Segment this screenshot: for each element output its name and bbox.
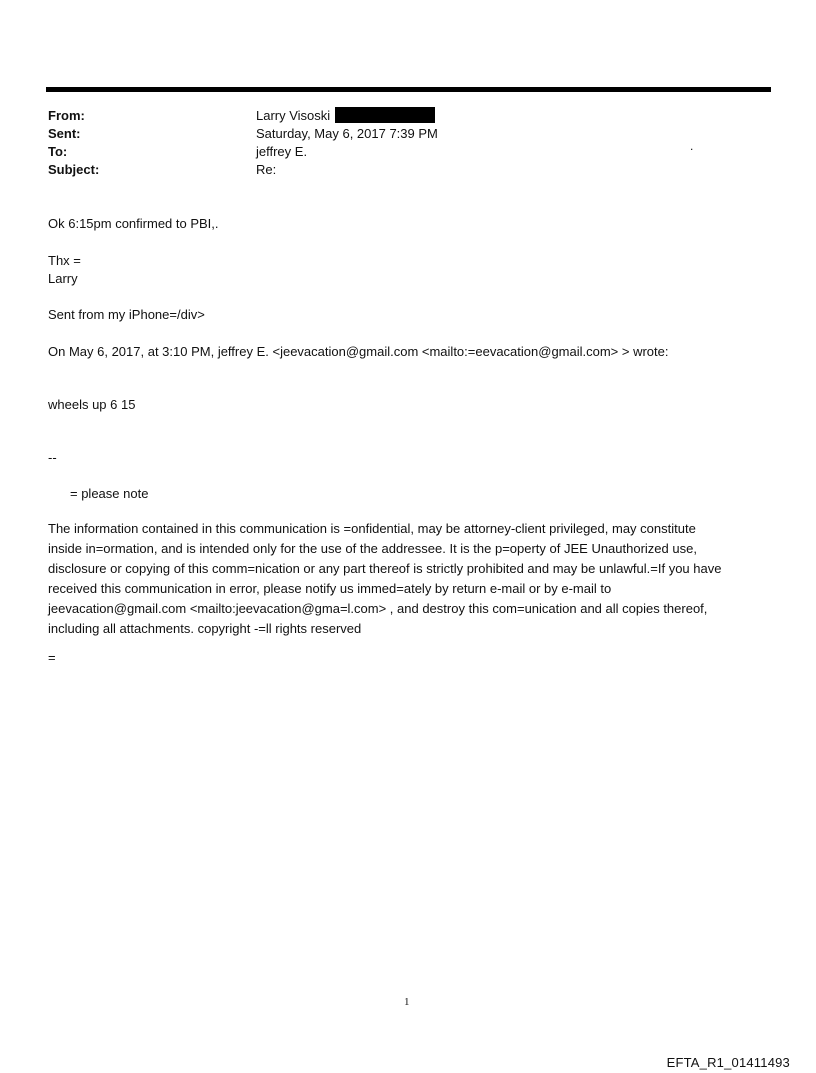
disclaimer-line: inside in=ormation, and is intended only for the use of the addressee. It is the p=operty of JEE Unauthorized use, <box>48 541 697 556</box>
disclaimer-line: including all attachments. copyright -=ll rights reserved <box>48 621 362 636</box>
body-line-confirmation: Ok 6:15pm confirmed to PBI,. <box>48 216 219 231</box>
body-line-separator: -- <box>48 450 57 465</box>
disclaimer-line: The information contained in this communication is =onfidential, may be attorney-client privileged, may constitute <box>48 521 696 536</box>
from-label: From: <box>48 108 85 123</box>
to-label: To: <box>48 144 68 159</box>
body-line-wheels-up: wheels up 6 15 <box>48 397 136 412</box>
email-header <box>48 107 748 179</box>
body-line-thanks: Thx = <box>48 253 81 268</box>
sent-row <box>48 125 748 143</box>
subject-label: Subject: <box>48 162 100 177</box>
from-row <box>48 107 748 125</box>
bates-number: EFTA_R1_01411493 <box>666 1055 790 1070</box>
page-number: 1 <box>404 996 410 1008</box>
subject-row <box>48 161 748 179</box>
sent-value: Saturday, May 6, 2017 7:39 PM <box>256 126 438 141</box>
stray-mark: . <box>690 139 694 153</box>
body-line-quote-header: On May 6, 2017, at 3:10 PM, jeffrey E. <jeevacation@gmail.com <mailto:=eevacation@gmail.com> > wrote: <box>48 344 669 359</box>
body-line-sent-from: Sent from my iPhone=/div> <box>48 307 205 322</box>
disclaimer-line: disclosure or copying of this comm=nication or any part thereof is strictly prohibited and may be unlawful.=If you have <box>48 561 722 576</box>
sent-label: Sent: <box>48 126 81 141</box>
sender-name: Larry Visoski <box>256 108 331 123</box>
body-line-please-note: = please note <box>70 486 149 501</box>
from-value <box>256 107 435 125</box>
to-row <box>48 143 748 161</box>
redaction-box <box>335 107 435 123</box>
to-value: jeffrey E. <box>256 144 308 159</box>
body-line-signature: Larry <box>48 271 78 286</box>
confidentiality-disclaimer <box>48 519 760 639</box>
subject-value: Re: <box>256 162 277 177</box>
disclaimer-line: jeevacation@gmail.com <mailto:jeevacation@gma=l.com> , and destroy this com=unication and all copies thereof, <box>48 601 708 616</box>
header-divider <box>46 87 771 92</box>
disclaimer-line: received this communication in error, please notify us immed=ately by return e-mail or by e-mail to <box>48 581 612 596</box>
body-end-marker: = <box>48 650 56 665</box>
